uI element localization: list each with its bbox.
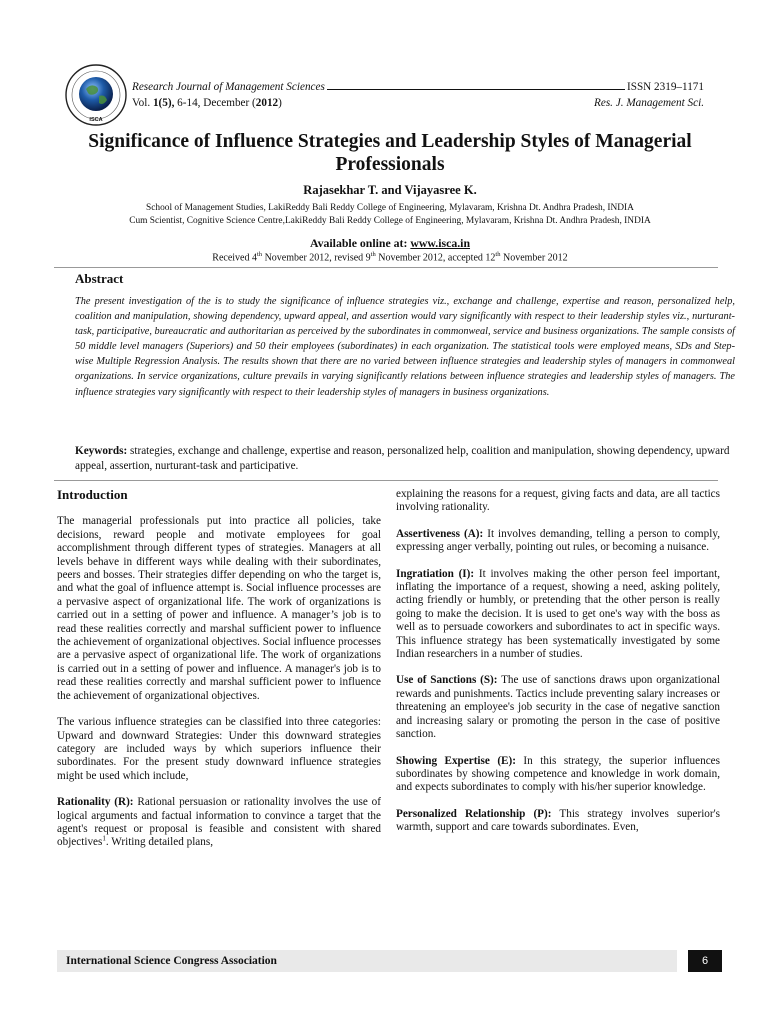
isca-link[interactable]: www.isca.in xyxy=(410,236,471,250)
received-dates xyxy=(80,251,700,263)
expertise-paragraph xyxy=(396,755,720,795)
vol-close: ) xyxy=(278,97,282,109)
expertise-text: In this strategy, the superior influences subordinates by showing competence and knowledge in work domain, and expects subordinates to comply with his/her superior knowledge. xyxy=(396,754,720,794)
assertiveness-text: It involves demanding, telling a person to comply, expressing anger verbally, pointing out rules, or becoming a nuisance. xyxy=(396,527,720,554)
keywords-text: strategies, exchange and challenge, expertise and reason, personalized help, coalition and manipulation, showing dependency, upward appeal, assertion, nurturant-task and participative. xyxy=(75,445,730,472)
header-rule xyxy=(327,81,625,90)
ingratiation-paragraph xyxy=(396,568,720,662)
received-sup: th xyxy=(257,251,263,258)
rationality-continuation: explaining the reasons for a request, giving facts and data, are all tactics involving rationality. xyxy=(396,488,720,514)
rationality-label: Rationality (R): xyxy=(57,796,134,809)
ingratiation-text: It involves making the other person feel important, inflating the importance of a request, showing a need, asking politely, acting friendly or humbly, or pretending that the other person is really going to make the decision. It is used to get one's way with the boss as well as to persuade coworkers and subordinates to act in specific ways. This influence strategy has been systematically investigated by some Indian researchers in a number of studies. xyxy=(396,567,720,661)
volume-info xyxy=(132,97,282,109)
paper-title: Significance of Influence Strategies and Leadership Styles of Managerial Professionals xyxy=(88,131,692,175)
vol-year: 2012 xyxy=(255,97,279,109)
footer-association: International Science Congress Association xyxy=(57,950,677,972)
isca-logo xyxy=(64,63,128,127)
sanctions-text: The use of sanctions draws upon organizational rewards and punishments. Tactics include preventing salary increases or threatening an employee's job security in the case of negative sanction and increasing salary or promoting the person in the case of positive sanction. xyxy=(396,674,720,741)
logo-text: ISCA xyxy=(89,117,103,123)
page-number: 6 xyxy=(688,950,722,972)
section-heading-introduction: Introduction xyxy=(57,487,128,502)
issn: ISSN 2319–1171 xyxy=(627,81,704,93)
sanctions-label: Use of Sanctions (S): xyxy=(396,674,498,687)
right-column xyxy=(396,488,720,848)
keywords-label: Keywords: xyxy=(75,445,128,457)
abstract-top-rule xyxy=(54,267,718,268)
received-part: Received 4 xyxy=(212,252,257,264)
accepted-sup: th xyxy=(495,251,501,258)
paper-authors: Rajasekhar T. and Vijayasree K. xyxy=(303,183,477,197)
accepted-part: November 2012, accepted 12 xyxy=(375,252,496,264)
journal-abbrev: Res. J. Management Sci. xyxy=(594,97,704,109)
abstract-bottom-rule xyxy=(54,480,718,481)
relationship-paragraph xyxy=(396,808,720,835)
available-online xyxy=(80,236,700,251)
relationship-text: This strategy involves superior's warmth, support and care towards subordinates. Even, xyxy=(396,807,720,834)
citation-sup: 1 xyxy=(102,834,106,843)
abstract-heading: Abstract xyxy=(75,271,124,286)
vol-number: 1(5), xyxy=(152,97,175,109)
rationality-paragraph xyxy=(57,796,381,850)
assertiveness-label: Assertiveness (A): xyxy=(396,527,484,540)
journal-name: Research Journal of Management Sciences xyxy=(132,81,325,93)
vol-pages: 6-14, December ( xyxy=(174,97,256,109)
volume-header-line xyxy=(132,97,704,109)
intro-paragraph-2: The various influence strategies can be classified into three categories: Upward and downward Strategies: Under this downward strategies category are included ways by which superiors influence their subordinates. For the present study downward influence strategies might be used which include, xyxy=(57,716,381,782)
rationality-text: Rational persuasion or rationality involves the use of logical arguments and factual information to convince a target that the agent's request or proposal is feasible and consistent with shared objectives xyxy=(57,796,381,849)
intro-paragraph-1: The managerial professionals put into practice all policies, take decisions, reward people and motivate employees for goal accomplishment through different types of strategies. Managers at all levels behave in different ways while dealing with their subordinates, peers and bosses. Their strategies differ depending on who the target is, and what the goal of influence attempt is. Social influence processes are a pervasive aspect of organizational life. The work of organizations is carried out in a setting of power and influence. A manager’s job is to read these realities correctly and marshal sufficient power to influence the achievement of organizational objectives. Social influence processes are a pervasive aspect of organizational life. The work of organizations is carried out in a setting of power and influence. A manager's job is to read these realities correctly and marshal sufficient power to influence the achievement of organizational objectives. xyxy=(57,515,381,702)
rationality-text-end: . Writing detailed plans, xyxy=(105,836,214,849)
revised-part: November 2012, revised 9 xyxy=(262,252,371,264)
journal-header-line xyxy=(132,81,704,93)
accepted-end: November 2012 xyxy=(500,252,568,264)
affiliation-2: Cum Scientist, Cognitive Science Centre,LakiReddy Bali Reddy College of Engineering, Mylavaram, Krishna Dt. Andhra Pradesh, INDIA xyxy=(129,215,651,226)
affiliation-1: School of Management Studies, LakiReddy Bali Reddy College of Engineering, Mylavaram, Krishna Dt. Andhra Pradesh, INDIA xyxy=(146,203,634,213)
left-column xyxy=(57,488,381,863)
relationship-label: Personalized Relationship (P): xyxy=(396,807,552,820)
expertise-label: Showing Expertise (E): xyxy=(396,754,516,767)
revised-sup: th xyxy=(370,251,376,258)
abstract-text: The present investigation of the is to study the significance of influence strategies viz., exchange and challenge, expertise and reason, personalized help, coalition and manipulation, showing dependency, upward appeal, and assertion would vary significantly with respect to their leadership styles viz., nurturant-task, participative, bureaucratic and authoritarian as perceived by the subordinates in commonweal, service and business organizations. The sample consists of 50 middle level managers (Superiors) and 50 their employees (subordinates) in each organization. The statistical tools were employed means, SDs and Step-wise Multiple Regression Analysis. The results shown that there are no varied between influence strategies and leadership styles of managers in commonweal organizations. In service organizations, culture prevails in varying significantly relations between influence strategies and leadership styles of managers. The influence strategies vary significantly with respect to their leadership styles of managers in business organizations. xyxy=(75,296,735,398)
keywords xyxy=(75,444,735,473)
available-label: Available online at: xyxy=(309,236,411,250)
sanctions-paragraph xyxy=(396,674,720,741)
vol-prefix: Vol. xyxy=(132,97,153,109)
ingratiation-label: Ingratiation (I): xyxy=(396,567,475,580)
affiliations xyxy=(40,202,740,227)
assertiveness-paragraph xyxy=(396,528,720,555)
